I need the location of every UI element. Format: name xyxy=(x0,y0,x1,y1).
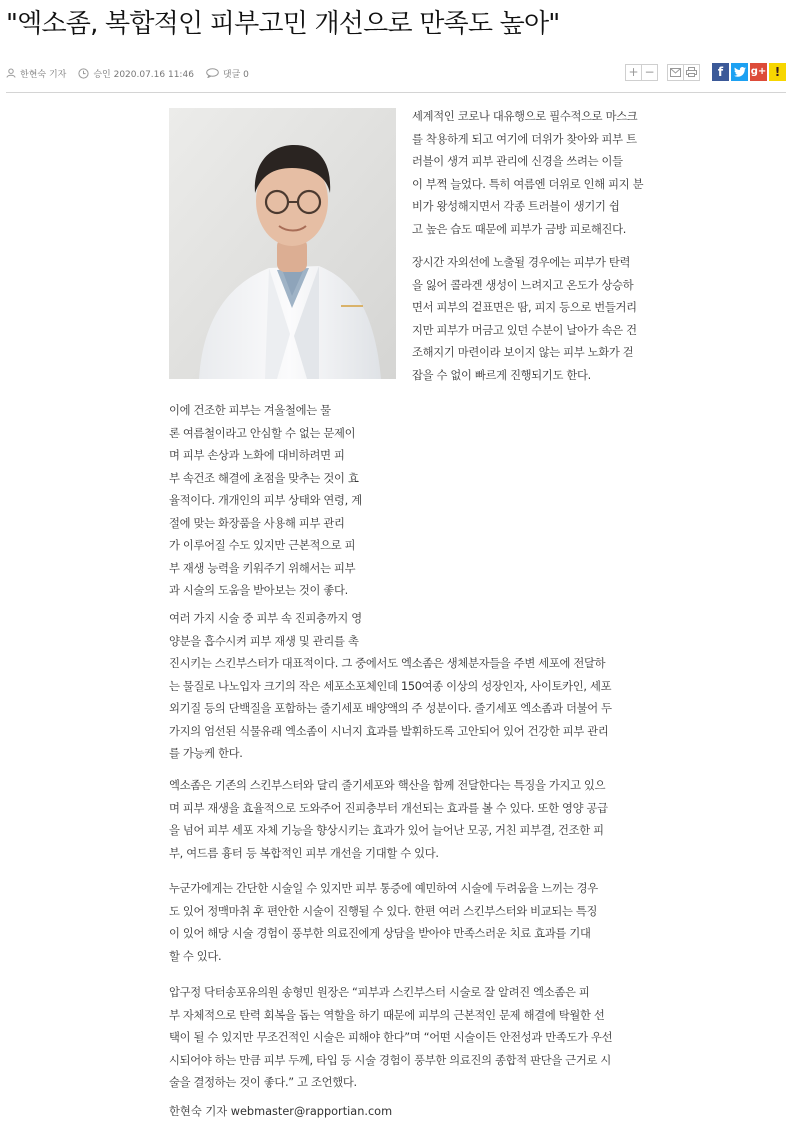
text-line: 부 자체적으로 탄력 회복을 돕는 역할을 하기 때문에 피부의 근본적인 문제 해결에 탁월한 선 xyxy=(169,1008,605,1022)
text-line: 양분을 흡수시켜 피부 재생 및 관리를 촉 xyxy=(169,634,359,648)
author-info xyxy=(6,67,66,80)
paragraph-4 xyxy=(169,608,681,766)
kakaostory-icon: ! xyxy=(774,65,781,79)
text-line: 론 여름철이라고 안심할 수 없는 문제이 xyxy=(169,426,356,440)
text-line: 가지의 엄선된 식물유래 엑소좀이 시너지 효과를 발휘하도록 고안되어 있어 건강한 피부 관리 xyxy=(169,724,609,738)
text-line: 이 있어 해당 시술 경험이 풍부한 의료진에게 상담을 받아야 만족스러운 치료 효과를 기대 xyxy=(169,927,591,940)
text-line: 외기질 등의 단백질을 포함하는 줄기세포 배양액의 주 성분이다. 줄기세포 엑소좀과 더불어 두 xyxy=(169,702,612,715)
comment-icon xyxy=(206,68,219,78)
text-line: 장시간 자외선에 노출될 경우에는 피부가 탄력 xyxy=(412,256,631,269)
text-line: 술을 결정하는 것이 좋다.” 고 조언했다. xyxy=(169,1076,357,1089)
facebook-icon: f xyxy=(717,65,724,79)
text-line: 가 이루어질 수도 있지만 근본적으로 피 xyxy=(169,539,356,552)
article-toolbar xyxy=(626,63,786,81)
text-line: 을 잃어 콜라겐 생성이 느려지고 온도가 상승하 xyxy=(412,278,634,292)
text-line: 면서 피부의 겉표면은 땀, 피지 등으로 번들거리 xyxy=(412,301,637,314)
text-line: 를 착용하게 되고 여기에 더위가 찾아와 피부 트 xyxy=(412,132,637,146)
text-line: 는 물질로 나노입자 크기의 작은 세포소포체인데 150여종 이상의 성장인자, 사이토카인, 세포 xyxy=(169,679,612,693)
article-title: "엑소좀, 복합적인 피부고민 개선으로 만족도 높아" xyxy=(6,9,560,39)
text-line: 이 부쩍 늘었다. 특히 여름엔 더위로 인해 피지 분 xyxy=(412,177,644,191)
kakaostory-share-button[interactable] xyxy=(769,63,786,81)
doctor-portrait-image xyxy=(169,108,396,379)
user-icon xyxy=(6,68,16,78)
facebook-share-button[interactable] xyxy=(712,63,729,81)
text-line: 을 넘어 피부 세포 자체 기능을 향상시키는 효과가 있어 늘어난 모공, 거친 피부결, 건조한 피 xyxy=(169,824,604,837)
reporter-byline: 한현숙 기자 webmaster@rapportian.com xyxy=(169,1105,393,1118)
text-line: 택이 될 수 있지만 무조건적인 시술은 피해야 한다”며 “어떤 시술이든 안전성과 만족도가 우선 xyxy=(169,1031,613,1044)
text-line: 진시키는 스킨부스터가 대표적이다. 그 중에서도 엑소좀은 생체분자들을 주변 세포에 전달하 xyxy=(169,657,606,670)
paragraph-7 xyxy=(169,982,681,1095)
email-button[interactable] xyxy=(667,64,684,81)
text-line: 조해지기 마련이라 보이지 않는 피부 노화가 걷 xyxy=(412,346,634,359)
googleplus-icon: g+ xyxy=(750,66,767,77)
text-line: 부, 여드름 흉터 등 복합적인 피부 개선을 기대할 수 있다. xyxy=(169,846,439,860)
twitter-icon xyxy=(734,66,746,80)
approved-info xyxy=(78,67,194,80)
text-line: 율적이다. 개개인의 피부 상태와 연령, 계 xyxy=(169,494,362,507)
paragraph-3 xyxy=(169,400,394,603)
text-line: 고 높은 습도 때문에 피부가 금방 피로해진다. xyxy=(412,222,627,236)
text-line: 비가 왕성해지면서 각종 트러블이 생기기 쉽 xyxy=(412,200,620,213)
text-line: 여러 가지 시술 중 피부 속 진피층까지 영 xyxy=(169,612,362,625)
text-line: 과 시술의 도움을 받아보는 것이 좋다. xyxy=(169,584,348,597)
text-line: 할 수 있다. xyxy=(169,949,222,963)
text-line: 를 가능케 한다. xyxy=(169,747,243,760)
email-icon xyxy=(670,68,681,77)
paragraph-5 xyxy=(169,775,681,865)
text-line: 엑소좀은 기존의 스킨부스터와 달리 줄기세포와 핵산을 함께 전달한다는 특징을 가지고 있으 xyxy=(169,779,606,792)
clock-icon xyxy=(78,68,89,79)
text-line: 잡을 수 없이 빠르게 진행되기도 한다. xyxy=(412,368,591,382)
text-line: 이에 건조한 피부는 겨울철에는 물 xyxy=(169,404,331,417)
text-line: 부 재생 능력을 키워주기 위해서는 피부 xyxy=(169,561,356,575)
text-line: 누군가에게는 간단한 시술일 수 있지만 피부 통증에 예민하여 시술에 두려움을 느끼는 경우 xyxy=(169,882,598,895)
text-line: 절에 맞는 화장품을 사용해 피부 관리 xyxy=(169,516,345,530)
text-line: 며 피부 재생을 효율적으로 도와주어 진피층부터 개선되는 효과를 볼 수 있다. 또한 영양 공급 xyxy=(169,801,608,815)
twitter-share-button[interactable] xyxy=(731,63,748,81)
font-decrease-button[interactable]: − xyxy=(641,64,658,81)
doctor-photo xyxy=(169,108,396,379)
print-button[interactable] xyxy=(683,64,700,81)
article-meta xyxy=(6,64,261,82)
text-line: 부 속건조 해결에 초점을 맞추는 것이 효 xyxy=(169,471,359,485)
text-line: 압구정 닥터송포유의원 송형민 원장은 “피부과 스킨부스터 시술로 잘 알려진 엑소좀은 피 xyxy=(169,986,590,999)
header-divider xyxy=(6,92,786,93)
googleplus-share-button[interactable] xyxy=(750,63,767,81)
print-icon xyxy=(686,67,697,77)
approved-date: 승인 2020.07.16 11:46 xyxy=(93,69,194,80)
paragraph-1 xyxy=(412,106,682,241)
comment-count: 댓글 0 xyxy=(222,69,249,80)
paragraph-6 xyxy=(169,878,681,968)
text-line: 지만 피부가 머금고 있던 수분이 날아가 속은 건 xyxy=(412,323,637,337)
paragraph-2 xyxy=(412,252,682,387)
comment-info[interactable] xyxy=(206,67,249,80)
text-line: 러블이 생겨 피부 관리에 신경을 쓰려는 이들 xyxy=(412,155,623,168)
text-line: 세계적인 코로나 대유행으로 필수적으로 마스크 xyxy=(412,110,638,123)
font-increase-button[interactable]: + xyxy=(625,64,642,81)
text-line: 시되어야 하는 만큼 피부 두께, 타입 등 시술 경험이 풍부한 의료진의 종합적 판단을 근거로 시 xyxy=(169,1053,612,1067)
text-line: 도 있어 정맥마취 후 편안한 시술이 진행될 수 있다. 한편 여러 스킨부스터와 비교되는 특징 xyxy=(169,904,598,918)
author-name: 한현숙 기자 xyxy=(20,69,67,80)
text-line: 며 피부 손상과 노화에 대비하려면 피 xyxy=(169,449,345,462)
